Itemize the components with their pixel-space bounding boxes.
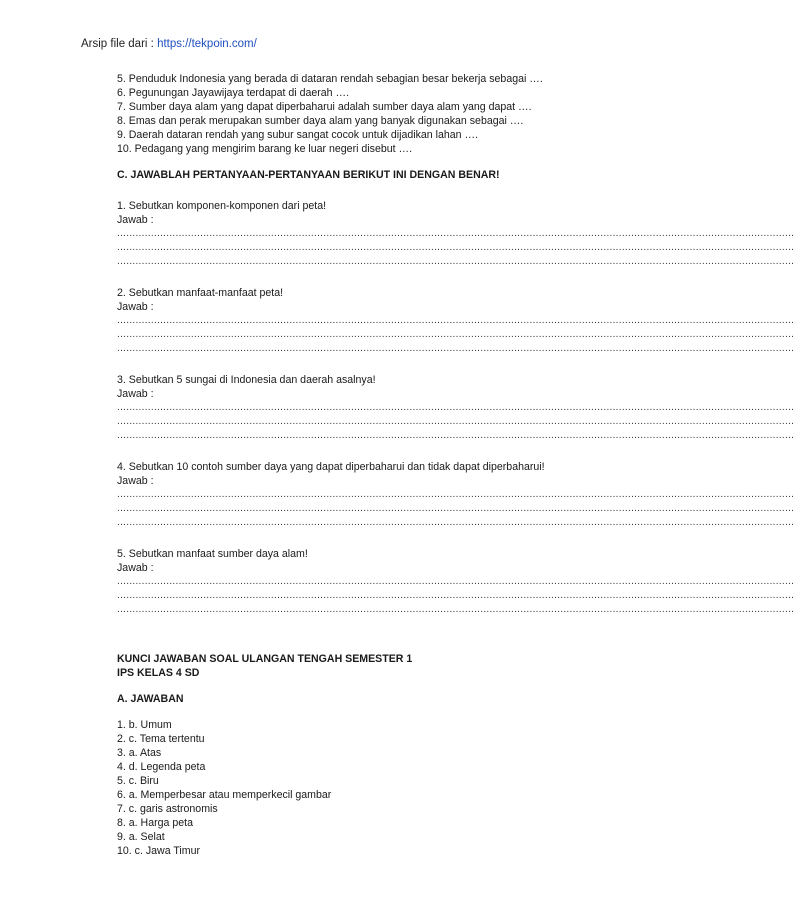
answer-line: ............................................................................................................................................................................................................................ <box>117 416 794 427</box>
answer-key-item: 4. d. Legenda peta <box>117 761 206 773</box>
answer-line: ............................................................................................................................................................................................................................ <box>117 228 794 239</box>
essay-question-5 <box>117 547 794 617</box>
answer-line: ............................................................................................................................................................................................................................ <box>117 256 794 267</box>
answer-key-list <box>117 718 563 858</box>
answer-key-item: 3. a. Atas <box>117 747 162 759</box>
answer-line: ............................................................................................................................................................................................................................ <box>117 430 794 441</box>
essay-question-2 <box>117 286 794 356</box>
document-body <box>117 72 794 858</box>
question-item: 9. Daerah dataran rendah yang subur sangat cocok untuk dijadikan lahan …. <box>117 129 479 141</box>
answer-line: ............................................................................................................................................................................................................................ <box>117 402 794 413</box>
essay-question-text: 5. Sebutkan manfaat sumber daya alam! <box>117 548 308 560</box>
answer-key-title: KUNCI JAWABAN SOAL ULANGAN TENGAH SEMESTER 1 <box>117 653 413 665</box>
archive-source-link[interactable]: https://tekpoin.com/ <box>157 38 257 50</box>
section-c-heading: C. JAWABLAH PERTANYAAN-PERTANYAAN BERIKUT INI DENGAN BENAR! <box>117 169 500 181</box>
answer-key-item: 7. c. garis astronomis <box>117 803 218 815</box>
answer-label: Jawab : <box>117 562 154 574</box>
answer-line: ............................................................................................................................................................................................................................ <box>117 315 794 326</box>
essay-question-4 <box>117 460 794 530</box>
essay-question-text: 1. Sebutkan komponen-komponen dari peta! <box>117 200 327 212</box>
essay-question-text: 2. Sebutkan manfaat-manfaat peta! <box>117 287 284 299</box>
question-item: 6. Pegunungan Jayawijaya terdapat di daerah …. <box>117 87 350 99</box>
answer-line: ............................................................................................................................................................................................................................ <box>117 242 794 253</box>
essay-question-text: 3. Sebutkan 5 sungai di Indonesia dan daerah asalnya! <box>117 374 376 386</box>
answer-key <box>117 652 563 858</box>
answer-key-item: 9. a. Selat <box>117 831 165 843</box>
answer-line: ............................................................................................................................................................................................................................ <box>117 604 794 615</box>
question-item: 10. Pedagang yang mengirim barang ke luar negeri disebut …. <box>117 143 413 155</box>
answer-line: ............................................................................................................................................................................................................................ <box>117 489 794 500</box>
answer-line: ............................................................................................................................................................................................................................ <box>117 503 794 514</box>
question-item: 7. Sumber daya alam yang dapat diperbaharui adalah sumber daya alam yang dapat …. <box>117 101 532 113</box>
question-item: 5. Penduduk Indonesia yang berada di dataran rendah sebagian besar bekerja sebagai …. <box>117 73 543 85</box>
answer-line: ............................................................................................................................................................................................................................ <box>117 590 794 601</box>
answer-key-item: 10. c. Jawa Timur <box>117 845 201 857</box>
answer-line: ............................................................................................................................................................................................................................ <box>117 576 794 587</box>
answer-key-item: 8. a. Harga peta <box>117 817 193 829</box>
essay-question-3 <box>117 373 794 443</box>
essay-question-1 <box>117 199 794 269</box>
answer-key-item: 1. b. Umum <box>117 719 172 731</box>
answer-line: ............................................................................................................................................................................................................................ <box>117 329 794 340</box>
part-b-question-list <box>117 72 563 156</box>
archive-source-header <box>81 38 257 50</box>
answer-line: ............................................................................................................................................................................................................................ <box>117 517 794 528</box>
answer-label: Jawab : <box>117 475 154 487</box>
answer-key-item: 5. c. Biru <box>117 775 159 787</box>
essay-question-text: 4. Sebutkan 10 contoh sumber daya yang dapat diperbaharui dan tidak dapat diperbaharui! <box>117 461 545 473</box>
answer-key-subtitle: IPS KELAS 4 SD <box>117 667 200 679</box>
answer-key-section-a: A. JAWABAN <box>117 693 184 705</box>
answer-label: Jawab : <box>117 214 154 226</box>
answer-label: Jawab : <box>117 301 154 313</box>
question-item: 8. Emas dan perak merupakan sumber daya alam yang banyak digunakan sebagai …. <box>117 115 524 127</box>
archive-source-label: Arsip file dari : <box>81 38 158 50</box>
answer-label: Jawab : <box>117 388 154 400</box>
answer-key-item: 2. c. Tema tertentu <box>117 733 205 745</box>
answer-line: ............................................................................................................................................................................................................................ <box>117 343 794 354</box>
answer-key-item: 6. a. Memperbesar atau memperkecil gambar <box>117 789 332 801</box>
